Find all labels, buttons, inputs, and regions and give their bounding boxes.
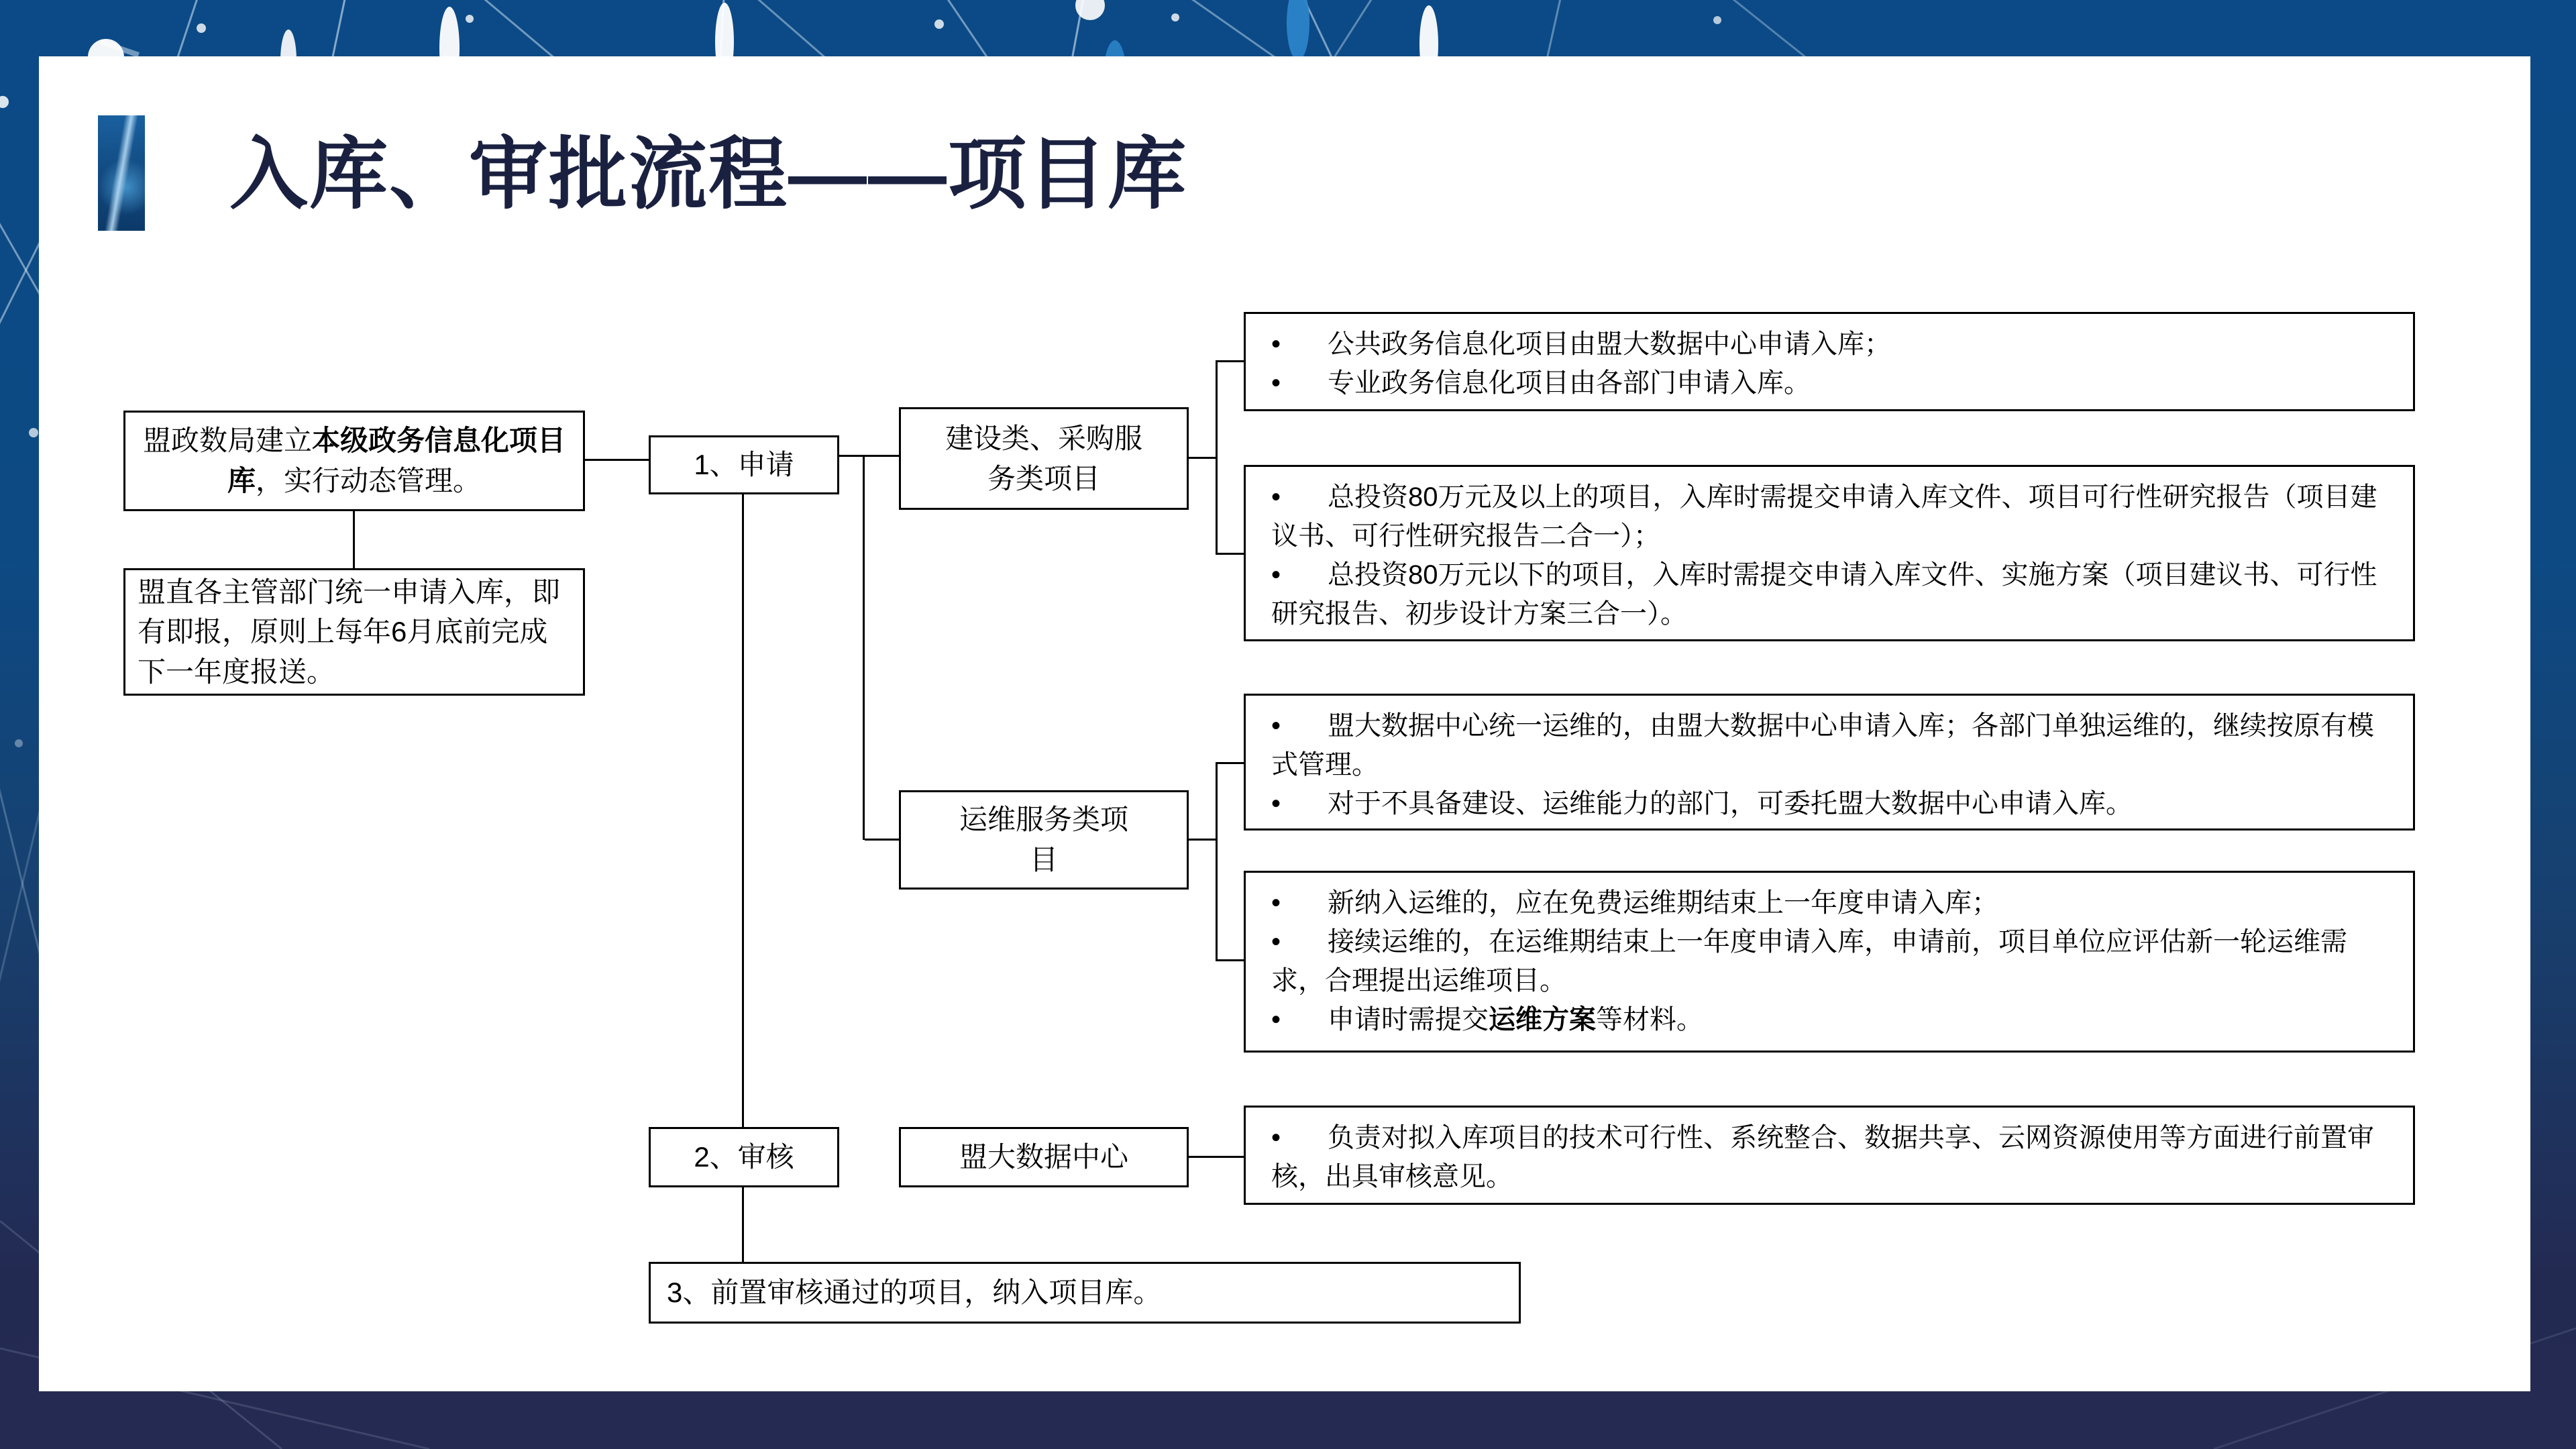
connector-line bbox=[585, 459, 649, 461]
bullet-item: • 负责对拟入库项目的技术可行性、系统整合、数据共享、云网资源使用等方面进行前置审核，出具审核意见。 bbox=[1271, 1118, 2393, 1196]
connector-line bbox=[1216, 762, 1218, 961]
connector-line bbox=[863, 455, 865, 840]
left-box-departments-text: 盟直各主管部门统一申请入库，即有即报，原则上每年6月底前完成下一年度报送。 bbox=[138, 576, 561, 688]
connector-line bbox=[1216, 762, 1244, 764]
connector-line bbox=[353, 511, 355, 568]
detail-box-build-applicants bbox=[1244, 312, 2415, 411]
bullet-glyph: • bbox=[1271, 329, 1281, 359]
step-3-result-label: 3、前置审核通过的项目，纳入项目库。 bbox=[667, 1277, 1162, 1309]
bullet-glyph: • bbox=[1271, 927, 1281, 957]
connector-line bbox=[1189, 457, 1218, 459]
left-box-departments bbox=[123, 568, 585, 696]
bullet-glyph: • bbox=[1271, 560, 1281, 590]
category-ops-box bbox=[899, 790, 1189, 890]
connector-line bbox=[865, 839, 899, 841]
connector-line bbox=[1216, 360, 1218, 555]
detail-box-review-scope bbox=[1244, 1106, 2415, 1205]
step-1-apply-box bbox=[649, 435, 839, 494]
bullet-glyph: • bbox=[1271, 1123, 1281, 1152]
left-box-project-library-text: 盟政数局建立本级政务信息化项目库，实行动态管理。 bbox=[142, 425, 566, 496]
connector-line bbox=[839, 455, 899, 457]
bullet-item: • 总投资80万元以下的项目，入库时需提交申请入库文件、实施方案（项目建议书、可行性研究报告、初步设计方案三合一）。 bbox=[1271, 555, 2393, 633]
bullet-item: • 申请时需提交运维方案等材料。 bbox=[1271, 1000, 2393, 1039]
title-accent-bar bbox=[98, 115, 145, 231]
connector-line bbox=[1216, 360, 1244, 362]
step-3-result-box bbox=[649, 1262, 1521, 1324]
step-2-review-label: 2、审核 bbox=[694, 1141, 794, 1173]
connector-line bbox=[1189, 1156, 1244, 1158]
left-box-project-library bbox=[123, 411, 585, 511]
category-ops-label: 运维服务类项目 bbox=[959, 804, 1128, 875]
bullet-item: • 公共政务信息化项目由盟大数据中心申请入库； bbox=[1271, 325, 2393, 364]
bullet-item: • 对于不具备建设、运维能力的部门，可委托盟大数据中心申请入库。 bbox=[1271, 784, 2393, 823]
bullet-glyph: • bbox=[1271, 789, 1281, 818]
bullet-item: • 总投资80万元及以上的项目，入库时需提交申请入库文件、项目可行性研究报告（项目建议书、可行性研究报告二合一）； bbox=[1271, 478, 2393, 555]
connector-line bbox=[1216, 553, 1244, 555]
bullet-glyph: • bbox=[1271, 482, 1281, 512]
connector-line bbox=[1189, 839, 1218, 841]
connector-line bbox=[742, 1187, 744, 1262]
page-title: 入库、审批流程——项目库 bbox=[229, 130, 1188, 218]
step-2-review-box bbox=[649, 1127, 839, 1187]
detail-box-build-documents bbox=[1244, 465, 2415, 641]
bullet-glyph: • bbox=[1271, 888, 1281, 918]
data-center-label: 盟大数据中心 bbox=[959, 1141, 1128, 1173]
detail-box-ops-applicants bbox=[1244, 694, 2415, 830]
bullet-item: • 专业政务信息化项目由各部门申请入库。 bbox=[1271, 364, 2393, 402]
bullet-item: • 盟大数据中心统一运维的，由盟大数据中心申请入库；各部门单独运维的，继续按原有模式管理。 bbox=[1271, 706, 2393, 784]
data-center-box bbox=[899, 1127, 1189, 1187]
connector-line bbox=[742, 494, 744, 1127]
bullet-glyph: • bbox=[1271, 711, 1281, 741]
detail-box-ops-timing bbox=[1244, 871, 2415, 1053]
bullet-glyph: • bbox=[1271, 1005, 1281, 1034]
step-1-apply-label: 1、申请 bbox=[694, 449, 794, 481]
category-build-procure-label: 建设类、采购服务类项目 bbox=[945, 422, 1142, 494]
connector-line bbox=[1216, 959, 1244, 961]
category-build-procure-box bbox=[899, 407, 1189, 510]
bullet-item: • 新纳入运维的，应在免费运维期结束上一年度申请入库； bbox=[1271, 883, 2393, 922]
bullet-glyph: • bbox=[1271, 368, 1281, 398]
bullet-item: • 接续运维的，在运维期结束上一年度申请入库，申请前，项目单位应评估新一轮运维需求，合理提出运维项目。 bbox=[1271, 922, 2393, 1000]
